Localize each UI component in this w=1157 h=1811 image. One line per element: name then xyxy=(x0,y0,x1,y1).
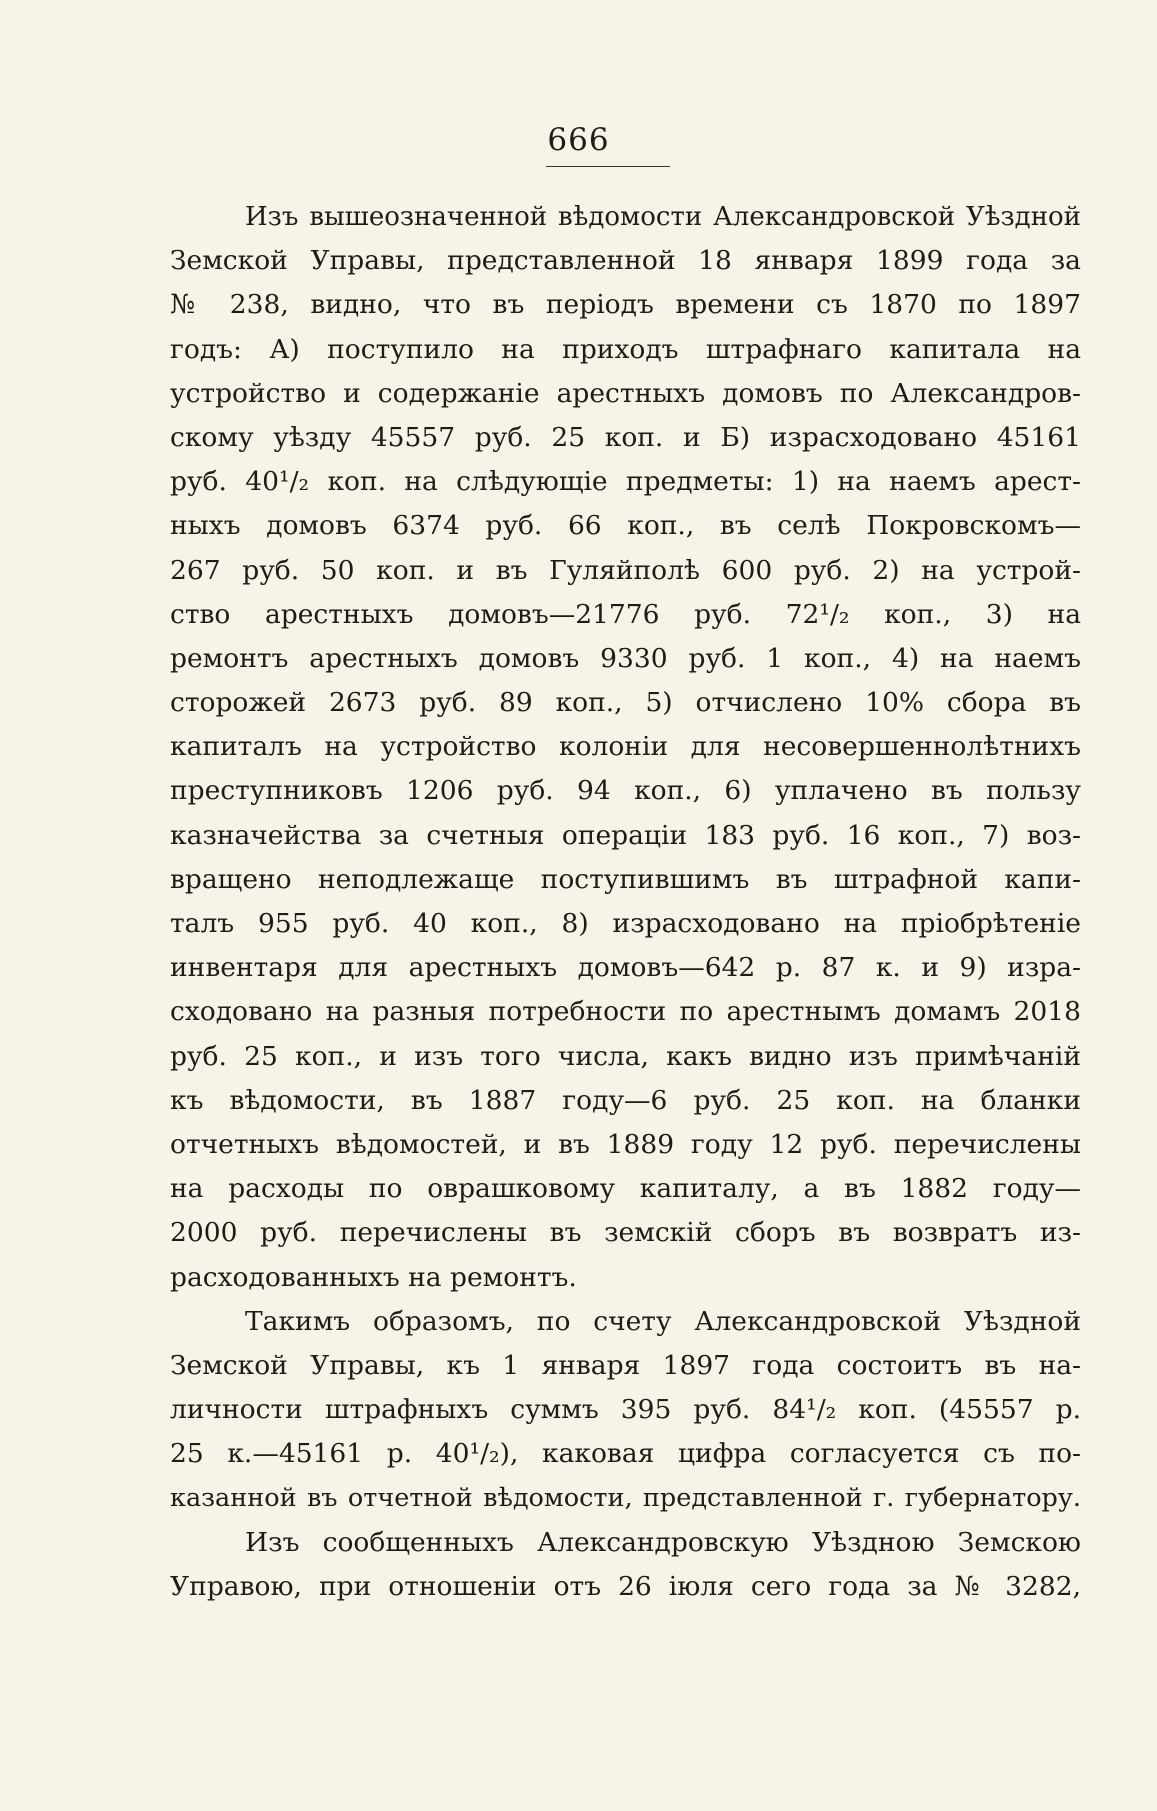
text-line: Земской Управы, къ 1 января 1897 года состоитъ въ на- xyxy=(170,1349,1081,1381)
text-line: расходованныхъ на ремонтъ. xyxy=(170,1261,577,1293)
text-line: Изъ сообщенныхъ Александровскую Уѣздною Земскою xyxy=(245,1526,1081,1558)
text-line: Земской Управы, представленной 18 января 1899 года за xyxy=(170,245,1081,277)
text-line: 25 к.—45161 р. 40¹/₂), каковая цифра согласуется съ по- xyxy=(170,1438,1081,1470)
text-line: инвентаря для арестныхъ домовъ—642 р. 87 к. и 9) изра- xyxy=(170,952,1081,984)
page-number: 666 xyxy=(547,122,610,158)
page-number-rule xyxy=(546,166,670,167)
text-line: талъ 955 руб. 40 коп., 8) израсходовано на пріобрѣтеніе xyxy=(170,908,1081,939)
text-line: сторожей 2673 руб. 89 коп., 5) отчислено 10% сбора въ xyxy=(170,687,1081,719)
text-line: казначейства за счетныя операціи 183 руб. 16 коп., 7) воз- xyxy=(170,819,1081,851)
text-line: ство арестныхъ домовъ—21776 руб. 72¹/₂ коп., 3) на xyxy=(170,598,1081,630)
text-line: Изъ вышеозначенной вѣдомости Александровской Уѣздной xyxy=(245,202,1081,232)
text-line: личности штрафныхъ суммъ 395 руб. 84¹/₂ коп. (45557 р. xyxy=(170,1394,1081,1426)
text-line: руб. 40¹/₂ коп. на слѣдующіе предметы: 1) на наемъ арест- xyxy=(170,466,1081,498)
text-line: сходовано на разныя потребности по арестнымъ домамъ 2018 xyxy=(170,996,1081,1028)
text-line: на расходы по оврашковому капиталу, а въ 1882 году— xyxy=(170,1173,1081,1205)
text-line: преступниковъ 1206 руб. 94 коп., 6) уплачено въ пользу xyxy=(170,775,1081,807)
text-line: годъ: А) поступило на приходъ штрафнаго капитала на xyxy=(170,333,1081,365)
text-line: Управою, при отношеніи отъ 26 іюля сего года за № 3282, xyxy=(170,1570,1081,1602)
text-line: 267 руб. 50 коп. и въ Гуляйполѣ 600 руб. 2) на устрой- xyxy=(170,554,1081,586)
text-line: Такимъ образомъ, по счету Александровской Уѣздной xyxy=(245,1305,1081,1337)
text-line: 2000 руб. перечислены въ земскій сборъ въ возвратъ из- xyxy=(170,1217,1081,1249)
text-line: отчетныхъ вѣдомостей, и въ 1889 году 12 руб. перечислены xyxy=(170,1128,1081,1160)
body-text xyxy=(170,195,1081,1609)
text-line: вращено неподлежаще поступившимъ въ штрафной капи- xyxy=(170,863,1081,895)
text-line: устройство и содержаніе арестныхъ домовъ по Александров- xyxy=(170,377,1081,409)
text-line: скому уѣзду 45557 руб. 25 коп. и Б) израсходовано 45161 xyxy=(170,421,1081,453)
text-line: ныхъ домовъ 6374 руб. 66 коп., въ селѣ Покровскомъ— xyxy=(170,510,1081,542)
text-line: № 238, видно, что въ періодъ времени съ 1870 по 1897 xyxy=(170,289,1081,321)
text-line: къ вѣдомости, въ 1887 году—6 руб. 25 коп. на бланки xyxy=(170,1084,1081,1116)
text-line: руб. 25 коп., и изъ того числа, какъ видно изъ примѣчаній xyxy=(170,1040,1081,1072)
text-line: ремонтъ арестныхъ домовъ 9330 руб. 1 коп., 4) на наемъ xyxy=(170,642,1081,674)
text-line: казанной въ отчетной вѣдомости, представленной г. губернатору. xyxy=(170,1483,1081,1514)
text-line: капиталъ на устройство колоніи для несовершеннолѣтнихъ xyxy=(170,731,1081,763)
